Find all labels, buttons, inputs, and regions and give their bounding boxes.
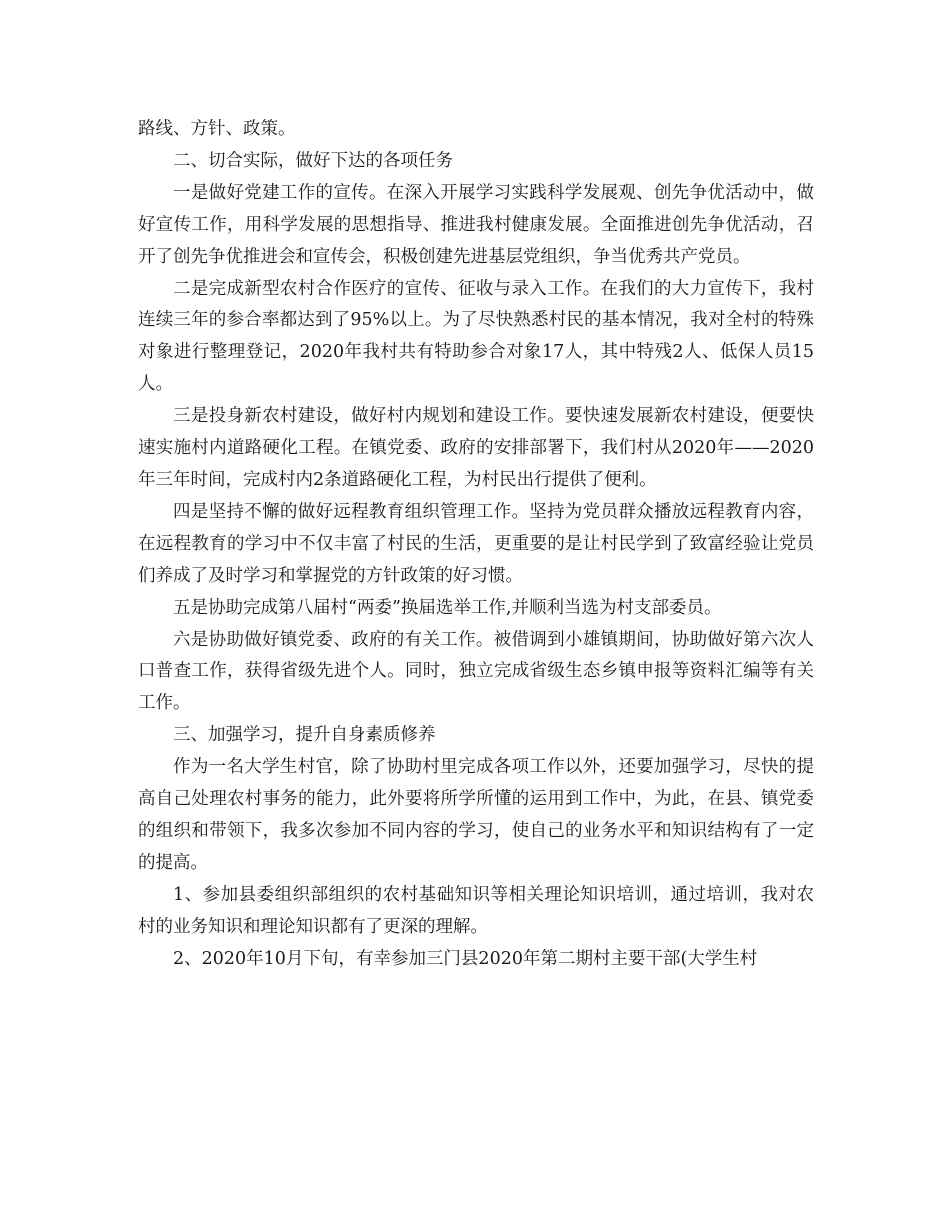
paragraph-item-1: 一是做好党建工作的宣传。在深入开展学习实践科学发展观、创先争优活动中，做好宣传工作，用科学发展的思想指导、推进我村健康发展。全面推进创先争优活动，召开了创先争优推进会和宣传会，积极创建先进基层党组织，争当优秀共产党员。 [138, 182, 814, 267]
paragraph-study-intro: 作为一名大学生村官，除了协助村里完成各项工作以外，还要加强学习，尽快的提高自己处理农村事务的能力，此外要将所学所懂的运用到工作中，为此，在县、镇党委的组织和带领下，我多次参加不同内容的学习，使自己的业务水平和知识结构有了一定的提高。 [138, 757, 814, 873]
document-body [138, 114, 814, 975]
paragraph-item-3: 三是投身新农村建设，做好村内规划和建设工作。要快速发展新农村建设，便要快速实施村内道路硬化工程。在镇党委、政府的安排部署下，我们村从2020年——2020年三年时间，完成村内2条道路硬化工程，为村民出行提供了便利。 [138, 406, 814, 490]
paragraph-item-5: 五是协助完成第八届村“两委”换届选举工作,并顺利当选为村支部委员。 [173, 597, 722, 618]
paragraph-item-4: 四是坚持不懈的做好远程教育组织管理工作。坚持为党员群众播放远程教育内容，在远程教育的学习中不仅丰富了村民的生活，更重要的是让村民学到了致富经验让党员们养成了及时学习和掌握党的方针政策的好习惯。 [138, 501, 814, 586]
section-heading-3: 三、加强学习，提升自身素质修养 [173, 725, 436, 746]
paragraph-study-1: 1、参加县委组织部组织的农村基础知识等相关理论知识培训，通过培训，我对农村的业务知识和理论知识都有了更深的理解。 [138, 884, 814, 937]
section-heading-2: 二、切合实际，做好下达的各项任务 [173, 150, 453, 171]
paragraph-study-2: 2、2020年10月下旬，有幸参加三门县2020年第二期村主要干部(大学生村 [173, 948, 758, 969]
paragraph-item-2: 二是完成新型农村合作医疗的宣传、征收与录入工作。在我们的大力宣传下，我村连续三年的参合率都达到了95%以上。为了尽快熟悉村民的基本情况，我对全村的特殊对象进行整理登记，2020年我村共有特助参合对象17人，其中特残2人、低保人员15人。 [138, 278, 814, 395]
paragraph-continuation: 路线、方针、政策。 [138, 119, 296, 139]
paragraph-item-6: 六是协助做好镇党委、政府的有关工作。被借调到小雄镇期间，协助做好第六次人口普查工作，获得省级先进个人。同时，独立完成省级生态乡镇申报等资料汇编等有关工作。 [138, 629, 814, 714]
